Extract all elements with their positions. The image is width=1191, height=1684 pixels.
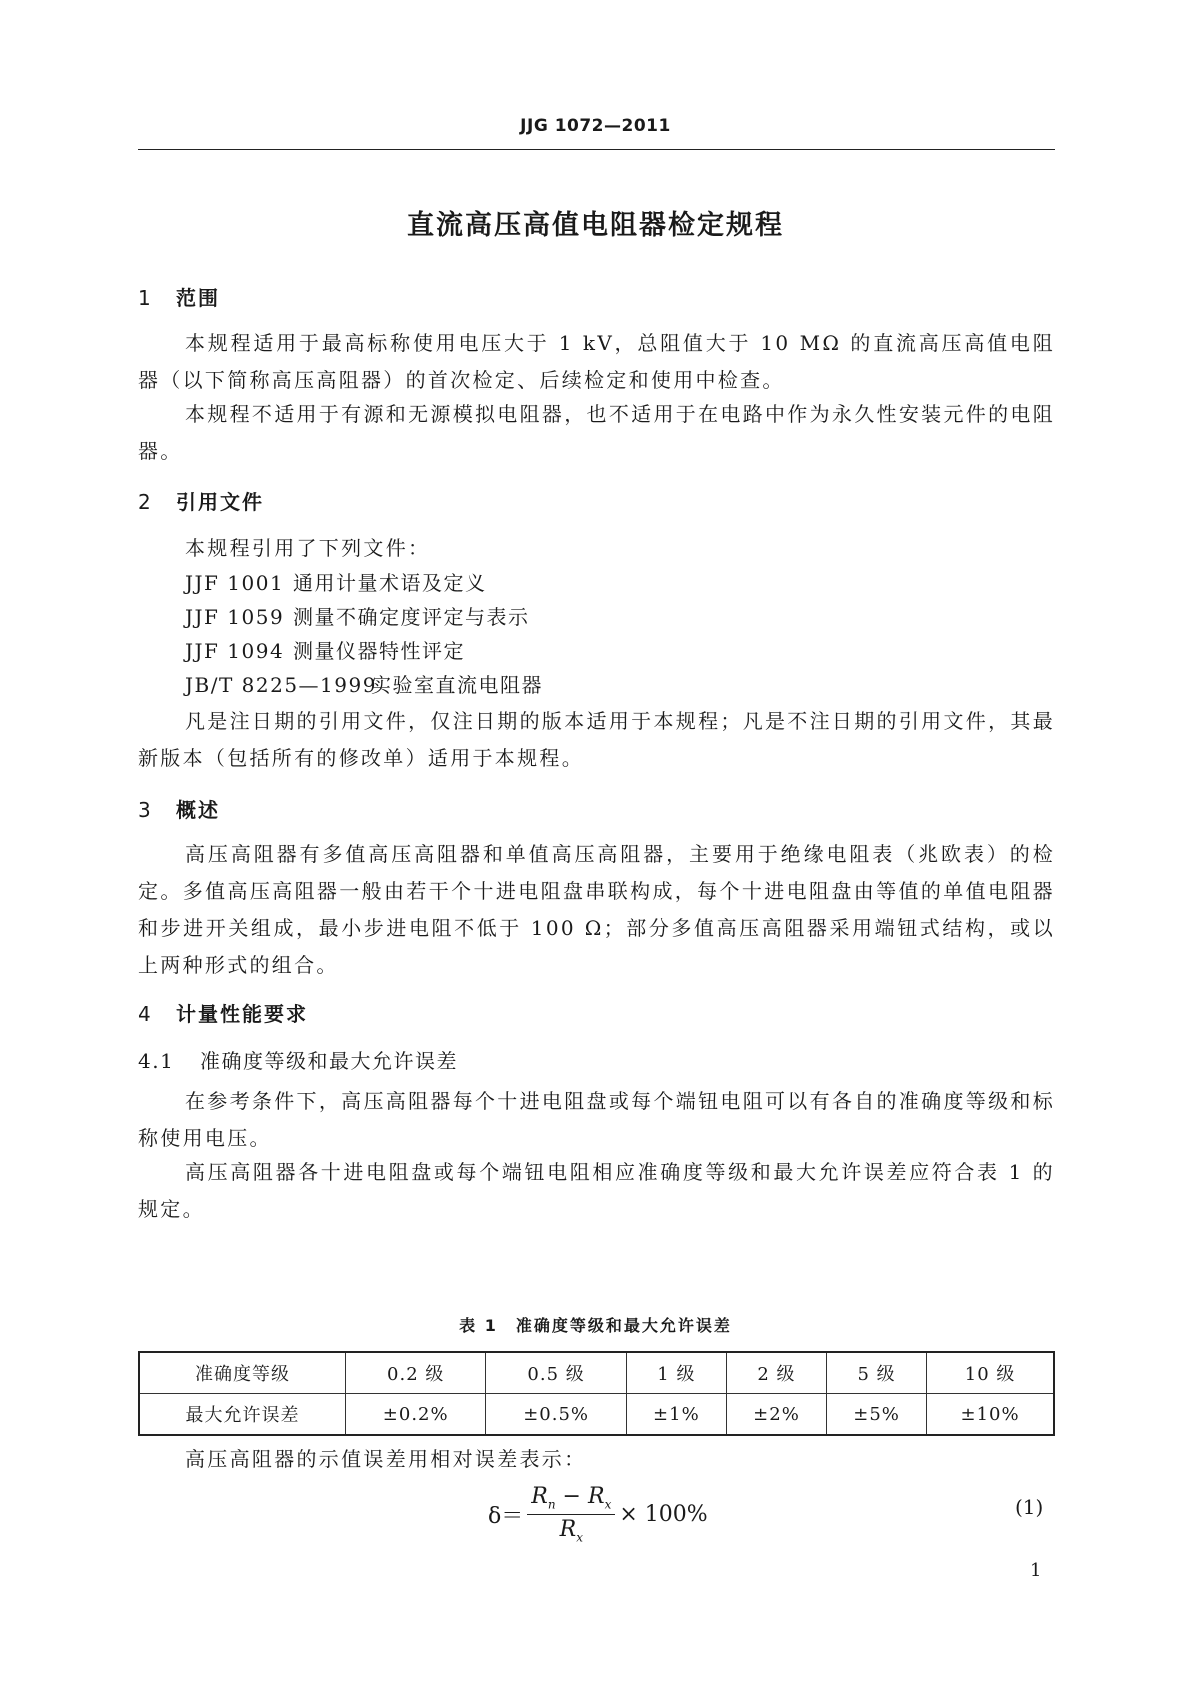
section-number: 1 <box>138 286 153 310</box>
error-formula <box>488 1474 708 1554</box>
formula-fraction <box>527 1484 615 1544</box>
table-cell: 2 级 <box>726 1352 826 1394</box>
table-caption: 表 1 准确度等级和最大允许误差 <box>459 1316 732 1335</box>
table-cell: 0.5 级 <box>486 1352 626 1394</box>
reference-code: JB/T 8225—1999 <box>185 673 377 697</box>
formula-subscript: n <box>547 1497 556 1512</box>
section-number: 3 <box>138 798 153 822</box>
page-number: 1 <box>1030 1560 1042 1581</box>
table-cell: ±5% <box>827 1394 927 1436</box>
subsection-title: 准确度等级和最大允许误差 <box>200 1049 458 1073</box>
table-cell: 10 级 <box>927 1352 1054 1394</box>
document-header: JJG 1072—2011 <box>520 116 671 136</box>
formula-denominator <box>560 1515 583 1544</box>
formula-symbol: R <box>559 1516 577 1542</box>
table-row <box>139 1352 1054 1394</box>
formula-symbol: R <box>587 1484 605 1510</box>
paragraph-overview: 高压高阻器有多值高压高阻器和单值高压高阻器，主要用于绝缘电阻表（兆欧表）的检定。多值高压高阻器一般由若干个十进电阻盘串联构成，每个十进电阻盘由等值的单值电阻器和步进开关组成，最小步进电阻不低于 100 Ω；部分多值高压高阻器采用端钮式结构，或以上两种形式的组合。 <box>138 842 1055 977</box>
accuracy-table <box>138 1351 1055 1436</box>
table-cell: ±0.2% <box>346 1394 486 1436</box>
reference-item <box>185 599 530 636</box>
table-cell: ±1% <box>626 1394 726 1436</box>
paragraph-reference-conditions: 在参考条件下，高压高阻器每个十进电阻盘或每个端钮电阻可以有各自的准确度等级和标称使用电压。 <box>138 1089 1055 1150</box>
equation-number: (1) <box>1015 1495 1044 1519</box>
table-cell: 0.2 级 <box>346 1352 486 1394</box>
formula-symbol: R <box>531 1484 548 1510</box>
formula-operator: − <box>555 1484 588 1510</box>
section-3-heading <box>138 794 220 823</box>
reference-name: 测量仪器特性评定 <box>293 639 465 663</box>
table-cell: ±0.5% <box>486 1394 626 1436</box>
subsection-number: 4.1 <box>138 1049 175 1073</box>
reference-item <box>185 565 487 602</box>
table-cell: ±10% <box>927 1394 1054 1436</box>
section-title: 引用文件 <box>176 490 264 514</box>
section-title: 计量性能要求 <box>176 1002 308 1026</box>
table-row-header: 准确度等级 <box>139 1352 346 1394</box>
reference-code: JJF 1059 <box>185 605 285 629</box>
paragraph-exclusion: 本规程不适用于有源和无源模拟电阻器，也不适用于在电路中作为永久性安装元件的电阻器。 <box>138 402 1055 463</box>
reference-name: 通用计量术语及定义 <box>293 571 487 595</box>
formula-subscript: x <box>604 1497 612 1512</box>
formula-rhs: × 100% <box>619 1501 708 1527</box>
paragraph-references-intro: 本规程引用了下列文件： <box>185 536 431 560</box>
section-title: 概述 <box>176 798 220 822</box>
section-number: 4 <box>138 1002 153 1026</box>
reference-name: 测量不确定度评定与表示 <box>293 605 530 629</box>
document-title: 直流高压高值电阻器检定规程 <box>407 210 784 241</box>
reference-item <box>185 667 543 704</box>
paragraph-scope: 本规程适用于最高标称使用电压大于 1 kV，总阻值大于 10 MΩ 的直流高压高值电阻器（以下简称高压高阻器）的首次检定、后续检定和使用中检查。 <box>138 331 1055 392</box>
paragraph-dated-references: 凡是注日期的引用文件，仅注日期的版本适用于本规程；凡是不注日期的引用文件，其最新版本（包括所有的修改单）适用于本规程。 <box>138 709 1055 770</box>
section-4-heading <box>138 998 308 1027</box>
reference-name: 实验室直流电阻器 <box>371 673 543 697</box>
reference-code: JJF 1001 <box>185 571 285 595</box>
section-1-heading <box>138 282 220 311</box>
table-row <box>139 1394 1054 1436</box>
table-cell: 5 级 <box>827 1352 927 1394</box>
formula-numerator <box>527 1484 615 1514</box>
paragraph-table-reference: 高压高阻器各十进电阻盘或每个端钮电阻相应准确度等级和最大允许误差应符合表 1 的规定。 <box>138 1160 1055 1221</box>
subsection-4-1-heading <box>138 1045 458 1074</box>
reference-code: JJF 1094 <box>185 639 285 663</box>
section-number: 2 <box>138 490 153 514</box>
paragraph-relative-error: 高压高阻器的示值误差用相对误差表示： <box>185 1447 587 1471</box>
formula-subscript: x <box>576 1529 583 1544</box>
header-rule <box>138 149 1055 150</box>
section-2-heading <box>138 486 264 515</box>
table-row-header: 最大允许误差 <box>139 1394 346 1436</box>
formula-lhs: δ＝ <box>488 1503 524 1529</box>
section-title: 范围 <box>176 286 220 310</box>
reference-item <box>185 633 465 670</box>
table-cell: 1 级 <box>626 1352 726 1394</box>
table-cell: ±2% <box>726 1394 826 1436</box>
